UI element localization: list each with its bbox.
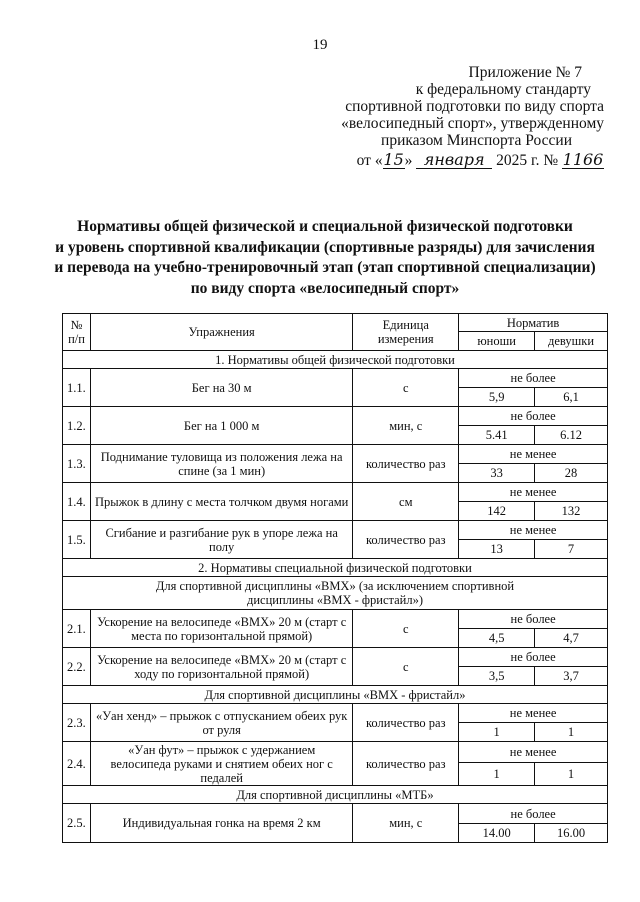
appendix-block xyxy=(341,64,604,169)
value-boys: 142 xyxy=(459,502,535,521)
page-number: 19 xyxy=(312,37,328,53)
value-boys: 13 xyxy=(459,540,535,559)
appendix-line-2: к федеральному стандарту xyxy=(415,81,591,98)
row-exercise: Индивидуальная гонка на время 2 км xyxy=(90,804,352,843)
table-row xyxy=(63,804,608,824)
date-day: 15 xyxy=(383,150,404,169)
row-condition: не менее xyxy=(459,521,608,540)
row-num: 2.4. xyxy=(63,742,91,786)
row-unit: количество раз xyxy=(353,521,459,559)
row-condition: не более xyxy=(459,804,608,824)
value-girls: 4,7 xyxy=(535,629,608,648)
title-line-4: по виду спорта «велосипедный спорт» xyxy=(190,279,460,297)
row-num: 1.2. xyxy=(63,407,91,445)
row-num: 1.1. xyxy=(63,369,91,407)
value-boys: 1 xyxy=(459,763,535,786)
value-boys: 33 xyxy=(459,464,535,483)
value-girls: 28 xyxy=(535,464,608,483)
value-boys: 5.41 xyxy=(459,426,535,445)
header-girls: девушки xyxy=(535,332,608,351)
row-condition: не менее xyxy=(459,445,608,464)
subsection-title: Для спортивной дисциплины «МТБ» xyxy=(63,786,608,804)
appendix-line-3: спортивной подготовки по виду спорта xyxy=(345,98,604,115)
header-row xyxy=(63,314,608,332)
value-boys: 4,5 xyxy=(459,629,535,648)
standards-table xyxy=(62,313,608,843)
value-girls: 3,7 xyxy=(535,667,608,686)
header-unit: Единица измерения xyxy=(353,314,459,351)
subsection-row xyxy=(63,686,608,704)
table-row xyxy=(63,521,608,540)
value-girls: 16.00 xyxy=(535,824,608,843)
row-condition: не более xyxy=(459,648,608,667)
table-row xyxy=(63,483,608,502)
row-num: 1.5. xyxy=(63,521,91,559)
row-condition: не менее xyxy=(459,483,608,502)
table-row xyxy=(63,407,608,426)
row-num: 1.3. xyxy=(63,445,91,483)
value-girls: 6,1 xyxy=(535,388,608,407)
section-row xyxy=(63,351,608,369)
row-exercise: Прыжок в длину с места толчком двумя ногами xyxy=(90,483,352,521)
subsection-title: Для спортивной дисциплины «BMX» (за исключением спортивной дисциплины «BMX - фристайл») xyxy=(63,577,608,610)
row-condition: не более xyxy=(459,610,608,629)
header-boys: юноши xyxy=(459,332,535,351)
subsection-row xyxy=(63,786,608,804)
date-mid: » xyxy=(404,152,413,169)
row-num: 1.4. xyxy=(63,483,91,521)
subsection-title: Для спортивной дисциплины «BMX - фристайл» xyxy=(63,686,608,704)
row-unit: мин, с xyxy=(353,804,459,843)
value-girls: 7 xyxy=(535,540,608,559)
appendix-date-line xyxy=(341,151,604,169)
row-condition: не более xyxy=(459,407,608,426)
value-boys: 1 xyxy=(459,723,535,742)
table-row xyxy=(63,369,608,388)
section-title: 1. Нормативы общей физической подготовки xyxy=(63,351,608,369)
section-title: 2. Нормативы специальной физической подготовки xyxy=(63,559,608,577)
row-num: 2.3. xyxy=(63,704,91,742)
value-girls: 6.12 xyxy=(535,426,608,445)
row-unit: мин, с xyxy=(353,407,459,445)
title-line-2: и уровень спортивной квалификации (спортивные разряды) для зачисления xyxy=(55,238,595,256)
title-line-1: Нормативы общей физической и специальной физической подготовки xyxy=(77,218,573,235)
appendix-line-5: приказом Минспорта России xyxy=(381,132,572,149)
value-boys: 14.00 xyxy=(459,824,535,843)
header-num: № п/п xyxy=(63,314,91,351)
row-unit: см xyxy=(353,483,459,521)
row-num: 2.5. xyxy=(63,804,91,843)
row-num: 2.1. xyxy=(63,610,91,648)
row-exercise: Бег на 30 м xyxy=(90,369,352,407)
row-unit: с xyxy=(353,610,459,648)
table-row xyxy=(63,445,608,464)
date-month: января xyxy=(416,151,492,169)
section-row xyxy=(63,559,608,577)
subsection-row xyxy=(63,577,608,610)
row-exercise: Ускорение на велосипеде «BMX» 20 м (старт с ходу по горизонтальной прямой) xyxy=(90,648,352,686)
value-boys: 3,5 xyxy=(459,667,535,686)
title-line-3: и перевода на учебно-тренировочный этап (этап спортивной специализации) xyxy=(54,259,596,276)
row-exercise: Бег на 1 000 м xyxy=(90,407,352,445)
row-condition: не менее xyxy=(459,742,608,763)
appendix-line-1: Приложение № 7 xyxy=(468,64,582,81)
row-unit: количество раз xyxy=(353,742,459,786)
table-row xyxy=(63,742,608,763)
header-norm: Норматив xyxy=(459,314,608,332)
document-title xyxy=(40,217,610,299)
table-row xyxy=(63,648,608,667)
value-girls: 1 xyxy=(535,723,608,742)
appendix-line-4: «велосипедный спорт», утвержденному xyxy=(341,115,604,132)
order-number: 1166 xyxy=(562,150,604,169)
header-exercise: Упражнения xyxy=(90,314,352,351)
row-unit: с xyxy=(353,648,459,686)
row-exercise: «Уан фут» – прыжок с удержанием велосипеда руками и снятием обеих ног с педалей xyxy=(90,742,352,786)
value-girls: 132 xyxy=(535,502,608,521)
row-num: 2.2. xyxy=(63,648,91,686)
row-condition: не более xyxy=(459,369,608,388)
row-unit: с xyxy=(353,369,459,407)
row-exercise: Ускорение на велосипеде «BMX» 20 м (старт с места по горизонтальной прямой) xyxy=(90,610,352,648)
row-exercise: «Уан хенд» – прыжок с отпусканием обеих рук от руля xyxy=(90,704,352,742)
row-exercise: Сгибание и разгибание рук в упоре лежа на полу xyxy=(90,521,352,559)
row-unit: количество раз xyxy=(353,704,459,742)
date-year: 2025 г. № xyxy=(496,152,559,169)
table-row xyxy=(63,704,608,723)
row-condition: не менее xyxy=(459,704,608,723)
table-row xyxy=(63,610,608,629)
row-unit: количество раз xyxy=(353,445,459,483)
value-girls: 1 xyxy=(535,763,608,786)
row-exercise: Поднимание туловища из положения лежа на спине (за 1 мин) xyxy=(90,445,352,483)
date-prefix: от « xyxy=(356,152,383,169)
value-boys: 5,9 xyxy=(459,388,535,407)
